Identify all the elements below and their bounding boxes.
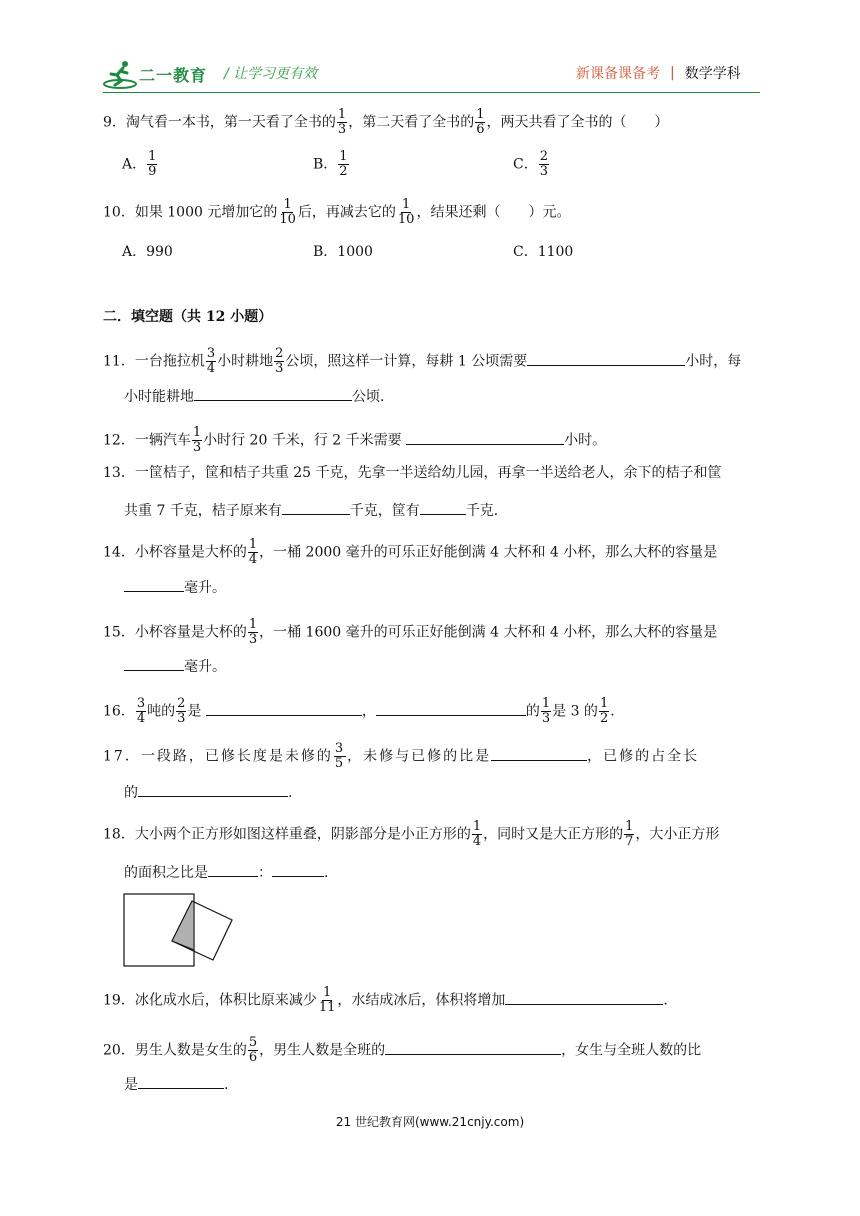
slogan: / 让学习更有效 [224,66,318,82]
question-19: 19．冰化成水后，体积比原来减少 $\frac{1}{11}$ ，水结成冰后，体积将增加 . [103,985,668,1015]
header-separator: | [670,65,675,81]
fraction: $\frac{1}{6}$ [476,107,485,137]
q9-text-3: ，两天共看了全书的（ ） [486,114,669,131]
question-15-cont: 毫升。 [124,656,226,677]
question-20: 20．男生人数是女生的 $\frac{5}{6}$ ，男生人数是全班的 ，女生与全班人数的比 [103,1035,702,1065]
q9-option-a: A． $\frac{1}{9}$ [122,149,157,179]
fraction: $\frac{1}{3}$ [541,696,551,726]
question-13-cont: 共重 7 千克，桔子原来有 千克，筐有 千克． [124,500,508,521]
header-divider [103,92,760,93]
question-18: 18．大小两个正方形如图这样重叠，阴影部分是小正方形的 $\frac{1}{4}$ ，同时又是大正方形的 $\frac{1}{7}$ ，大小正方形 [103,819,720,849]
question-20-cont: 是 . [124,1074,228,1095]
question-18-cont: 的面积之比是 ： . [124,862,328,883]
fraction: $\frac{2}{3}$ [177,696,186,726]
question-14-cont: 毫升。 [124,577,226,598]
fraction: $\frac{1}{10}$ [397,197,415,227]
answer-blank[interactable] [385,1040,561,1055]
question-11: 11．一台拖拉机 $\frac{3}{4}$ 小时耕地 $\frac{2}{3}$ 公顷，照这样一计算，每耕 1 公顷需要 小时，每 [103,346,742,376]
section-title: 二．填空题（共 12 小题） [103,309,273,325]
footer[interactable]: 21 世纪教育网(www.21cnjy.com) [335,1115,525,1129]
question-15: 15．小杯容量是大杯的 $\frac{1}{3}$ ，一桶 1600 毫升的可乐正好能倒满 4 大杯和 4 小杯，那么大杯的容量是 [103,617,718,647]
question-14: 14．小杯容量是大杯的 $\frac{1}{4}$ ，一桶 2000 毫升的可乐正好能倒满 4 大杯和 4 小杯，那么大杯的容量是 [103,537,718,567]
q9-number: 9． [103,114,126,131]
shaded-region [172,901,194,950]
header-subject-label: 数学学科 [684,66,741,82]
q9-option-b: B． $\frac{1}{2}$ [313,149,348,179]
fraction: $\frac{1}{3}$ [337,107,347,137]
question-13: 13．一筐桔子，筐和桔子共重 25 千克，先拿一半送给幼儿园，再拿一半送给老人，余下的桔子和筐 [103,465,722,481]
q9-text-1: 淘气看一本书，第一天看了全书的 [125,114,336,131]
question-10: 10．如果 1000 元增加它的 $\frac{1}{10}$ 后，再减去它的 $\frac{1}{10}$ ，结果还剩（ ）元。 [103,197,571,227]
answer-blank[interactable] [194,386,352,401]
fraction: $\frac{5}{6}$ [248,1035,258,1065]
answer-blank[interactable] [124,577,184,592]
header-left-label: 新课备课备考 [576,66,660,82]
answer-blank[interactable] [376,701,526,716]
question-17-cont: 的 . [124,782,292,803]
q10-option-b: B．1000 [313,244,373,260]
header-right [576,63,741,83]
runner-logo-icon [103,59,137,89]
question-17: 17．一段路，已修长度是未修的 $\frac{3}{5}$ ，未修与已修的比是 ，已修的占全长 [103,741,700,771]
fraction: $\frac{1}{10}$ [279,197,296,227]
answer-blank[interactable] [124,656,184,671]
overlapping-squares-figure [120,890,236,970]
question-12: 12．一辆汽车 $\frac{1}{3}$ 小时行 20 千米，行 2 千米需要 小时。 [103,425,607,455]
fraction: $\frac{2}{3}$ [275,346,284,376]
q10-option-c: C．1100 [513,244,574,260]
q10-option-a: A．990 [122,244,173,260]
fraction: $\frac{1}{11}$ [318,985,336,1015]
fraction: $\frac{1}{3}$ [248,617,258,647]
logo-text: 二一教育 [139,65,208,85]
fraction: $\frac{1}{4}$ [248,537,258,567]
question-16: 16． $\frac{3}{4}$ 吨的 $\frac{2}{3}$ 是 ， 的 $\frac{1}{3}$ 是 3 的 $\frac{1}{2}$ . [103,696,615,726]
answer-blank[interactable] [505,990,663,1005]
answer-blank[interactable] [272,862,324,877]
fraction: $\frac{1}{4}$ [472,819,482,849]
fraction: $\frac{1}{2}$ [599,696,609,726]
fraction: $\frac{1}{7}$ [625,819,634,849]
answer-blank[interactable] [282,500,350,515]
answer-blank[interactable] [491,746,587,761]
answer-blank[interactable] [138,782,288,797]
answer-blank[interactable] [406,430,564,445]
fraction: $\frac{3}{5}$ [334,741,346,771]
question-11-cont: 小时能耕地 公顷． [124,386,394,407]
q9-text-2: ，第二天看了全书的 [348,114,475,131]
answer-blank[interactable] [527,351,685,366]
question-9 [103,108,668,137]
answer-blank[interactable] [208,862,258,877]
answer-blank[interactable] [206,701,362,716]
brand-logo [103,58,207,90]
fraction: $\frac{3}{4}$ [206,346,216,376]
answer-blank[interactable] [420,500,466,515]
q9-option-c: C． $\frac{2}{3}$ [513,149,548,179]
answer-blank[interactable] [138,1074,224,1089]
fraction: $\frac{1}{3}$ [192,425,202,455]
fraction: $\frac{3}{4}$ [136,696,146,726]
